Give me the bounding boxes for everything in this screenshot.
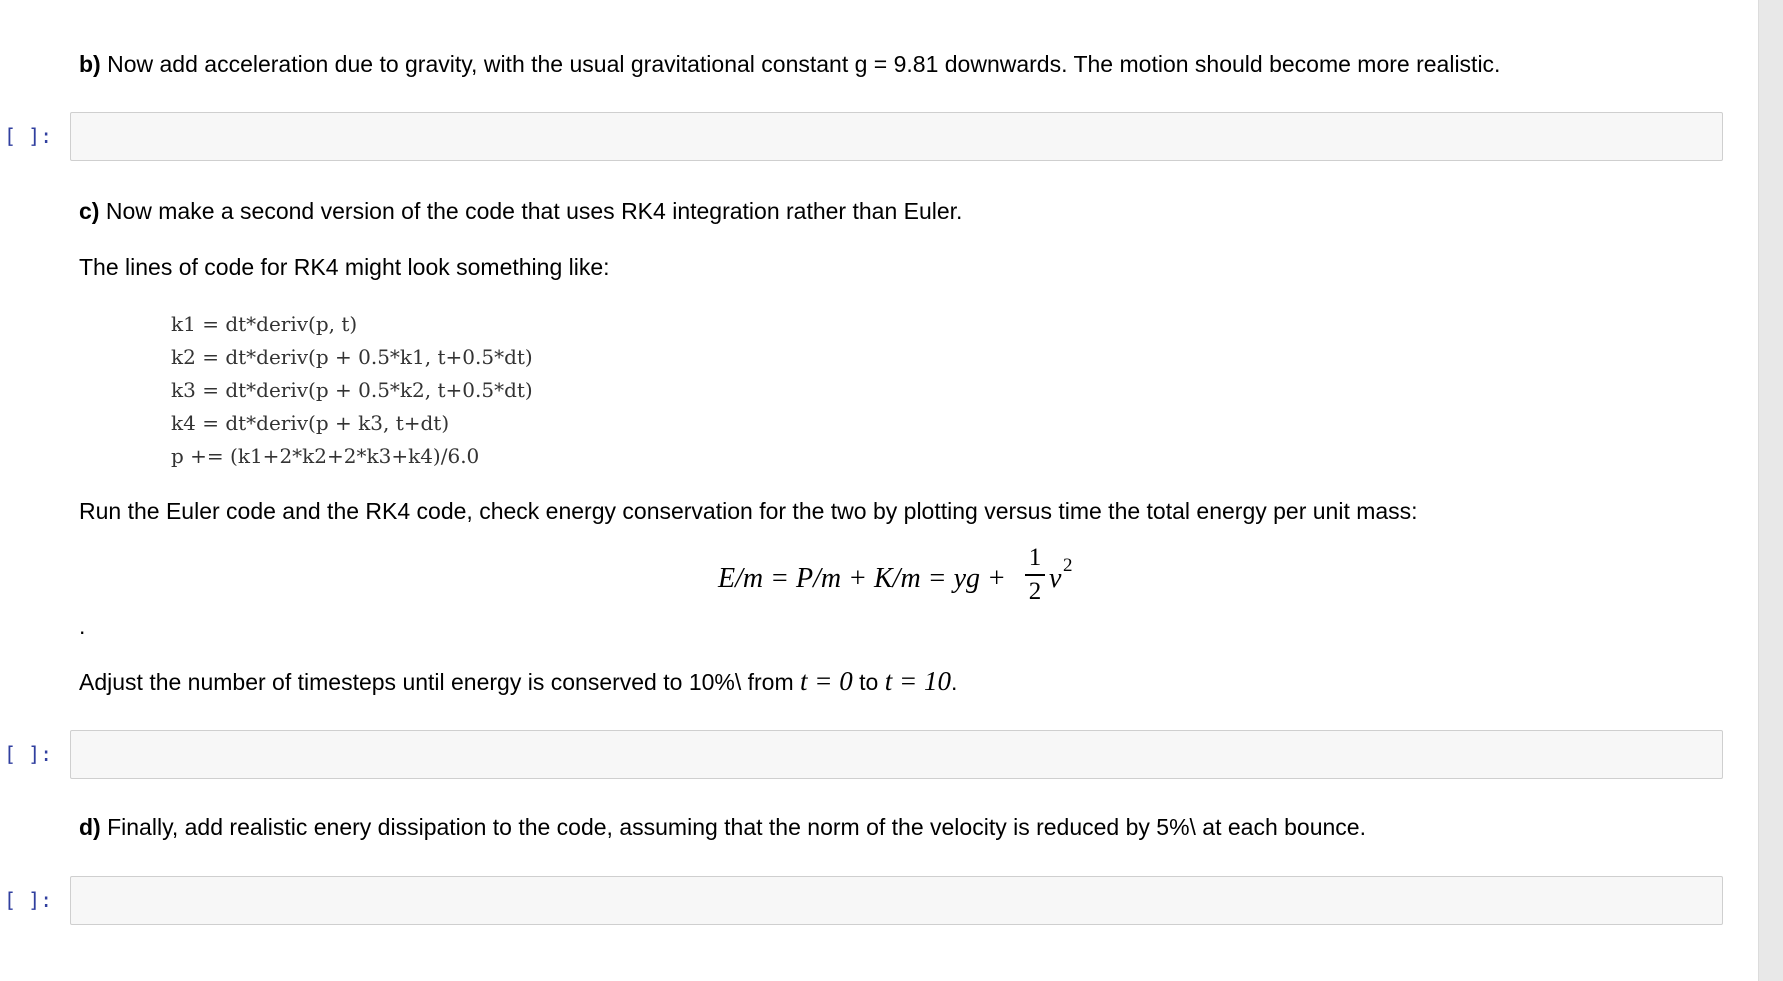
adjust-suffix: . <box>950 669 958 695</box>
markdown-cell-part-c <box>79 196 962 226</box>
rk4-code-line-1: k1 = dt*deriv(p, t) <box>171 312 358 336</box>
part-b-text: Now add acceleration due to gravity, with the usual gravitational constant g = 9.81 downwards. The motion should become more realistic. <box>100 51 1501 77</box>
part-b-label: b) <box>79 51 101 77</box>
rk4-code-line-5: p += (k1+2*k2+2*k3+k4)/6.0 <box>171 444 480 468</box>
code-cell-2-prompt: [ ]: <box>4 742 53 766</box>
code-cell-1-prompt: [ ]: <box>4 124 53 148</box>
markdown-cell-part-b <box>79 49 1500 79</box>
rk4-code-line-4: k4 = dt*deriv(p + k3, t+dt) <box>171 411 450 435</box>
code-cell-3-input[interactable] <box>70 876 1723 925</box>
fraction-denominator: 2 <box>1028 577 1042 605</box>
code-cell-3-prompt: [ ]: <box>4 888 53 912</box>
part-c-text: Now make a second version of the code that uses RK4 integration rather than Euler. <box>99 198 963 224</box>
vertical-scrollbar[interactable] <box>1758 0 1783 981</box>
part-c-label: c) <box>79 198 100 224</box>
equation-exponent: 2 <box>1063 555 1073 576</box>
code-cell-2-input[interactable] <box>70 730 1723 779</box>
fraction-numerator: 1 <box>1028 544 1042 571</box>
adjust-t0: t = 0 <box>800 666 853 696</box>
rk4-code-line-2: k2 = dt*deriv(p + 0.5*k1, t+0.5*dt) <box>171 345 533 369</box>
adjust-mid: to <box>852 669 885 695</box>
energy-conservation-text: Run the Euler code and the RK4 code, check energy conservation for the two by plotting versus time the total energy per unit mass: <box>79 498 1418 524</box>
fraction-bar <box>1025 574 1045 576</box>
code-cell-1-input[interactable] <box>70 112 1723 161</box>
equation-lhs: E/m = P/m + K/m = yg + <box>718 563 1006 594</box>
part-d-text: Finally, add realistic enery dissipation to the code, assuming that the norm of the velocity is reduced by 5%\ at each bounce. <box>100 814 1366 840</box>
part-d-label: d) <box>79 814 101 840</box>
markdown-cell-part-d <box>79 812 1366 842</box>
adjust-prefix: Adjust the number of timesteps until energy is conserved to 10%\ from <box>79 669 801 695</box>
adjust-timesteps-text <box>79 666 957 697</box>
period-mark: . <box>79 613 86 639</box>
equation-fraction <box>1025 545 1045 605</box>
rk4-code-line-3: k3 = dt*deriv(p + 0.5*k2, t+0.5*dt) <box>171 378 533 402</box>
equation-velocity: v <box>1049 563 1062 594</box>
adjust-t1: t = 10 <box>884 666 951 696</box>
rk4-intro-text: The lines of code for RK4 might look something like: <box>79 254 610 280</box>
rk4-code-block <box>171 308 533 473</box>
